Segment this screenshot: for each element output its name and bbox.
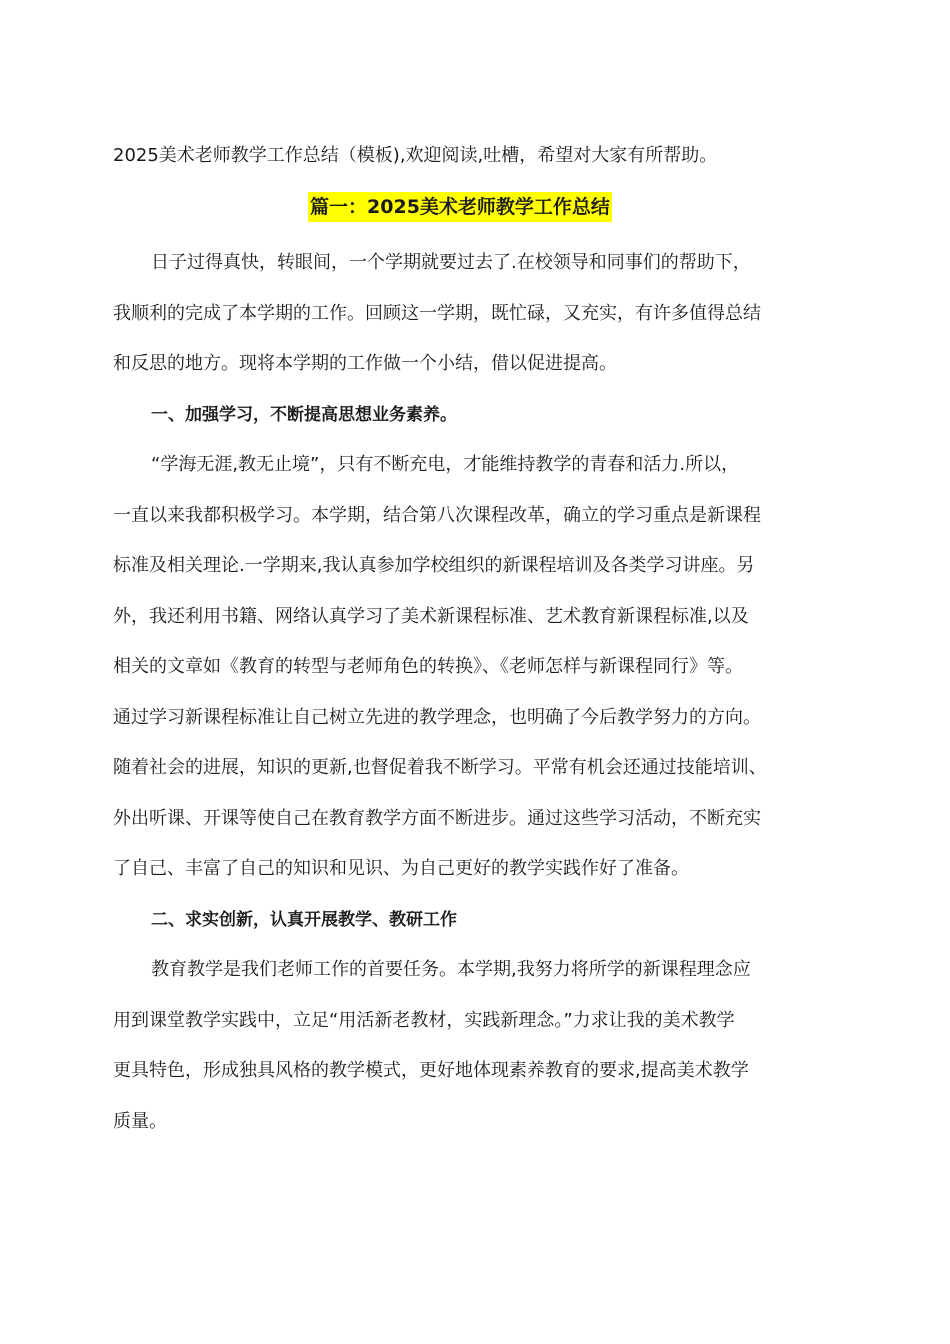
paragraph-line: 通过学习新课程标准让自己树立先进的教学理念，也明确了今后教学努力的方向。 <box>113 706 761 728</box>
paragraph-line: 日子过得真快，转眼间，一个学期就要过去了.在校领导和同事们的帮助下， <box>151 252 751 273</box>
paragraph-line: 教育教学是我们老师工作的首要任务。本学期,我努力将所学的新课程理念应 <box>151 959 751 980</box>
paragraph-line: 相关的文章如《教育的转型与老师角色的转换》、《老师怎样与新课程同行》等。 <box>113 656 743 677</box>
paragraph-3 <box>113 945 807 1147</box>
paragraph-line: 质量。 <box>113 1110 167 1132</box>
paragraph-line: 我顺利的完成了本学期的工作。回顾这一学期，既忙碌，又充实，有许多值得总结 <box>113 302 761 324</box>
document-page <box>113 138 807 1147</box>
paragraph-line: 了自己、丰富了自己的知识和见识、为自己更好的教学实践作好了准备。 <box>113 858 689 879</box>
paragraph-line: 标准及相关理论.一学期来,我认真参加学校组织的新课程培训及各类学习讲座。另 <box>113 555 755 576</box>
paragraph-line: 和反思的地方。现将本学期的工作做一个小结，借以促进提高。 <box>113 353 617 374</box>
paragraph-line: “学海无涯,教无止境”，只有不断充电，才能维持教学的青春和活力.所以， <box>151 454 740 475</box>
paragraph-line: 更具特色，形成独具风格的教学模式，更好地体现素养教育的要求,提高美术教学 <box>113 1060 749 1081</box>
section-heading-1: 一、加强学习，不断提高思想业务素养。 <box>151 404 457 425</box>
paragraph-line: 用到课堂教学实践中，立足“用活新老教材，实践新理念。”力求让我的美术教学 <box>113 1009 735 1031</box>
document-title: 篇一：2025美术老师教学工作总结 <box>308 192 612 222</box>
paragraph-line: 外出听课、开课等使自己在教育教学方面不断进步。通过这些学习活动，不断充实 <box>113 807 761 829</box>
paragraph-2 <box>113 440 807 895</box>
title-wrap <box>113 192 807 224</box>
intro-text: 2025美术老师教学工作总结（模板),欢迎阅读,吐槽，希望对大家有所帮助。 <box>113 145 718 166</box>
section-heading-2: 二、求实创新，认真开展教学、教研工作 <box>151 909 457 930</box>
paragraph-1 <box>113 238 807 390</box>
paragraph-line: 外，我还利用书籍、网络认真学习了美术新课程标准、艺术教育新课程标准,以及 <box>113 605 749 627</box>
paragraph-line: 一直以来我都积极学习。本学期，结合第八次课程改革，确立的学习重点是新课程 <box>113 504 761 526</box>
paragraph-line: 随着社会的进展，知识的更新,也督促着我不断学习。平常有机会还通过技能培训、 <box>113 757 767 778</box>
